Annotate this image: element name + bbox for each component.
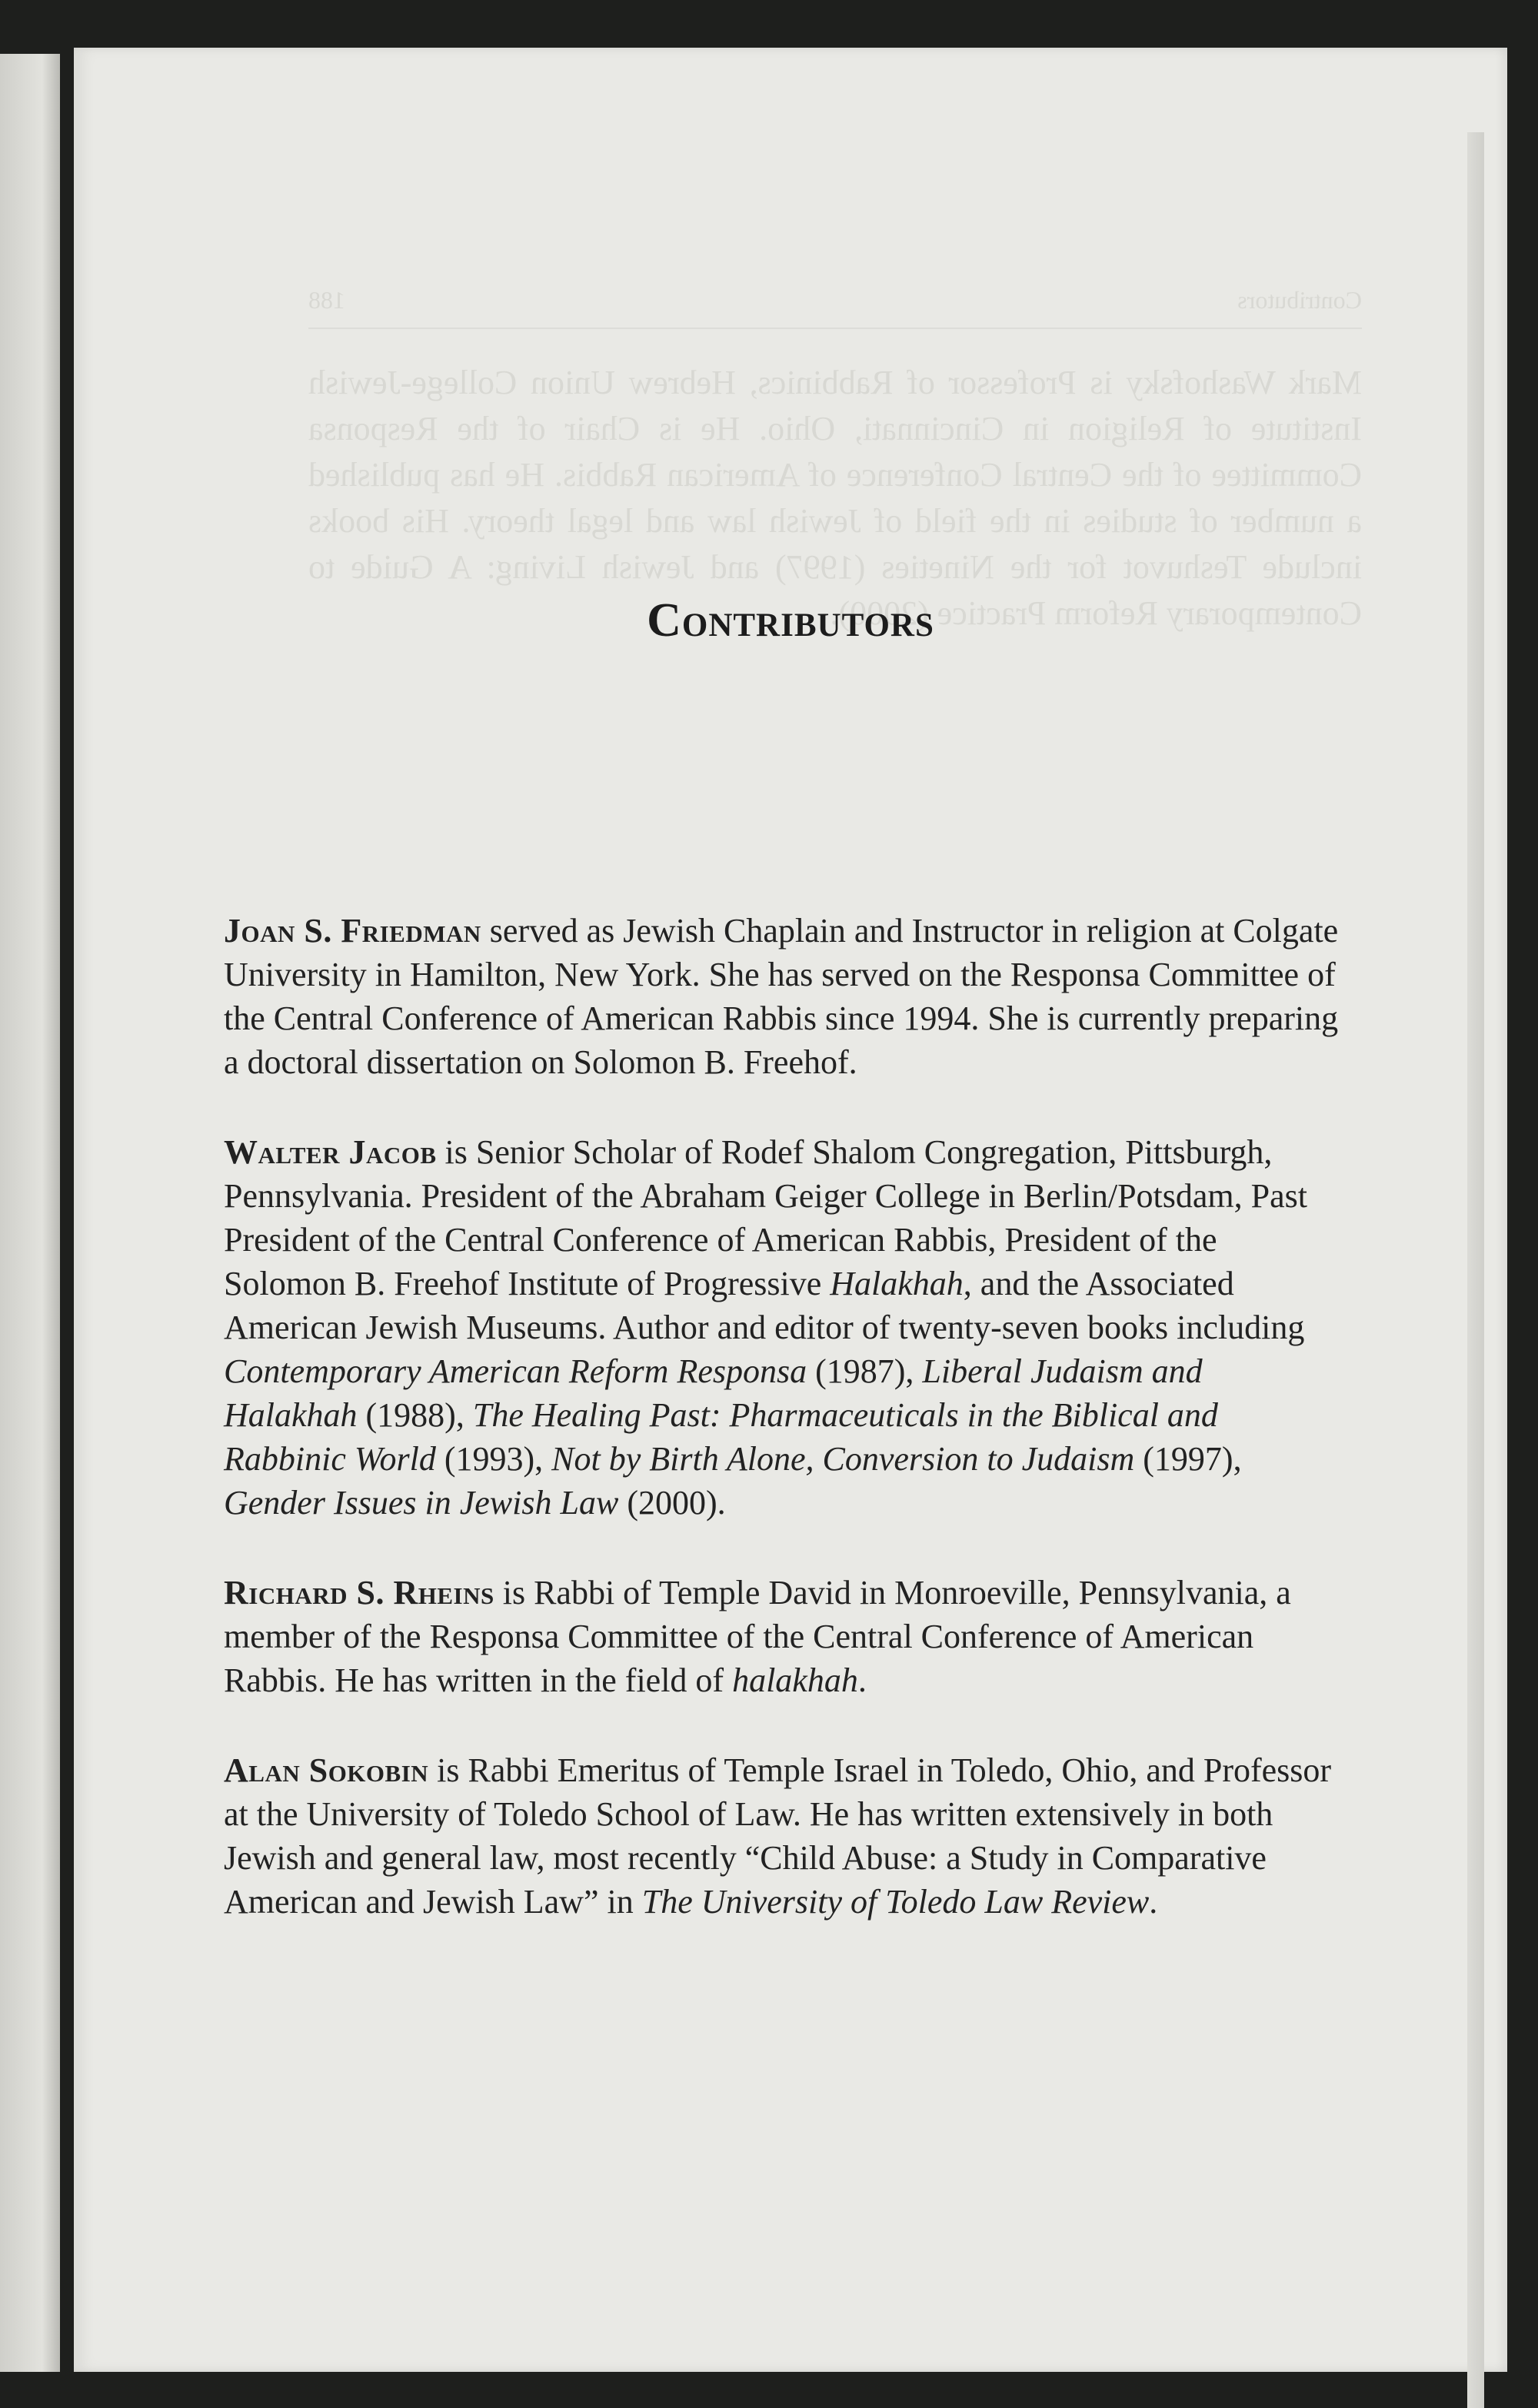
contributor-name: Richard S. Rheins: [224, 1574, 494, 1611]
contributor-entry: [224, 1130, 1339, 1525]
bio-text: .: [1149, 1883, 1158, 1921]
italic-title: Not by Birth Alone, Conversion to Judaism: [551, 1440, 1135, 1478]
contributor-entry: [224, 1748, 1339, 1924]
bleed-running-head: Contributors: [1237, 286, 1362, 314]
bio-text: served as Jewish Chaplain and Instructor in religion at Colgate University in Hamilton, New York. She has served on the Responsa Committee of the Central Conference of American Rabbis since 1994. She is currently preparing a doctoral dissertation on Solomon B. Freehof.: [224, 912, 1339, 1081]
italic-title: The University of Toledo Law Review: [641, 1883, 1150, 1921]
contributor-entry: [224, 1571, 1339, 1702]
contributor-list: [224, 909, 1339, 1970]
bio-text: is Senior Scholar of Rodef Shalom Congregation, Pittsburgh, Pennsylvania. President of the Abraham Geiger College in Berlin/Potsdam, Past President of the Central Conference of American Rabbis, President of the Solomon B. Freehof Institute of Progressive: [224, 1133, 1307, 1302]
bio-text: (1988),: [357, 1396, 473, 1434]
bio-text: (2000).: [618, 1484, 726, 1522]
italic-title: Contemporary American Reform Responsa: [224, 1352, 807, 1390]
italic-title: Gender Issues in Jewish Law: [224, 1484, 619, 1522]
bleed-page-number: 188: [308, 286, 345, 314]
bio-text: , and the Associated American Jewish Museums. Author and editor of twenty-seven books including: [224, 1265, 1305, 1346]
bio-text: .: [857, 1661, 867, 1699]
contributor-name: Joan S. Friedman: [224, 912, 481, 950]
italic-title: halakhah: [732, 1661, 858, 1699]
facing-page-edge: [0, 54, 60, 2372]
bio-text: (1993),: [435, 1440, 552, 1478]
bio-text: is Rabbi of Temple David in Monroeville, Pennsylvania, a member of the Responsa Committee of the Central Conference of American Rabbis. He has written in the field of: [224, 1574, 1291, 1699]
bio-text: is Rabbi Emeritus of Temple Israel in Toledo, Ohio, and Professor at the University of Toledo School of Law. He has written extensively in both Jewish and general law, most recently “Child Abuse: a Study in Comparative American and Jewish Law” in: [224, 1751, 1332, 1921]
italic-title: The Healing Past: Pharmaceuticals in the Biblical and Rabbinic World: [224, 1396, 1218, 1478]
italic-title: Halakhah: [830, 1265, 964, 1302]
bleed-paragraph: Mark Washofsky is Professor of Rabbinics, Hebrew Union College-Jewish Institute of Religion in Cincinnati, Ohio. He is Chair of the Responsa Committee of the Central Conference of American Rabbis. He has published a number of studies in the field of Jewish law and legal theory. His books include Teshuvot for the Nineties (1997) and Jewish Living: A Guide to Contemporary Reform Practice (2000).: [308, 364, 1362, 632]
bio-text: (1997),: [1134, 1440, 1242, 1478]
contributor-name: Alan Sokobin: [224, 1751, 429, 1789]
contributor-entry: [224, 909, 1339, 1084]
book-page: [74, 48, 1507, 2372]
bleed-through-header: [308, 277, 1362, 329]
page-stack-edge: [1467, 132, 1484, 2408]
bio-text: (1987),: [807, 1352, 923, 1390]
contributor-name: Walter Jacob: [224, 1133, 437, 1171]
page-title: Contributors: [647, 594, 934, 647]
italic-title: Liberal Judaism and Halakhah: [224, 1352, 1203, 1434]
